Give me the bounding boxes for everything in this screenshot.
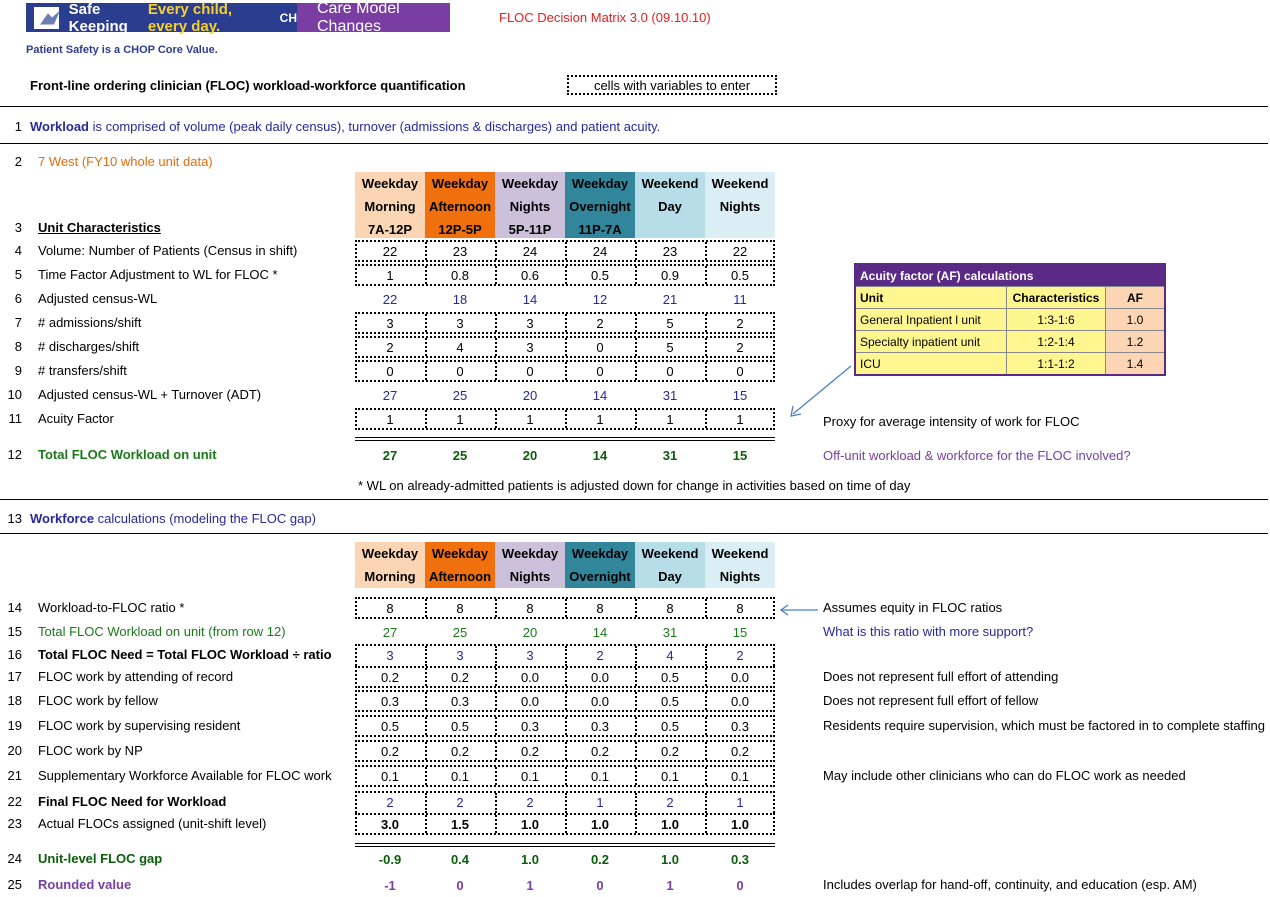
value-cell: 2 <box>526 795 534 810</box>
value-cell[interactable]: 5 <box>666 340 674 355</box>
value-cell[interactable]: 0.2 <box>450 744 470 759</box>
row-label: Total FLOC Need = Total FLOC Workload ÷ ratio <box>38 647 332 662</box>
shift-header <box>705 542 775 588</box>
value-cell: 25 <box>452 625 468 640</box>
row-label: Total FLOC Workload on unit (from row 12) <box>38 624 286 639</box>
workforce-desc: calculations (modeling the FLOC gap) <box>94 511 316 526</box>
row-number: 1 <box>14 119 22 134</box>
row-number: 14 <box>7 600 22 615</box>
value-cell[interactable]: 3.0 <box>380 817 400 832</box>
value-cell[interactable]: 3 <box>526 316 534 331</box>
header-line: Nights <box>719 199 761 214</box>
header-line: Weekend <box>711 546 769 561</box>
row-label: # admissions/shift <box>38 315 142 330</box>
value-cell[interactable]: 0.5 <box>590 268 610 283</box>
value-cell: 14 <box>592 448 608 463</box>
value-cell[interactable]: 3 <box>386 316 394 331</box>
af-cell: Specialty inpatient unit <box>855 331 1007 353</box>
value-cell[interactable]: 1.0 <box>520 817 540 832</box>
workload-label: Workload <box>30 119 89 134</box>
left-arrow-icon <box>778 603 820 617</box>
value-cell[interactable]: 1.0 <box>590 817 610 832</box>
value-cell[interactable]: 0.3 <box>590 719 610 734</box>
row-label: FLOC work by attending of record <box>38 669 234 684</box>
row-number: 10 <box>7 387 22 402</box>
value-cell: 25 <box>452 388 468 403</box>
row-number: 24 <box>7 851 22 866</box>
header-line: Weekday <box>361 176 419 191</box>
value-cell[interactable]: 0.5 <box>380 719 400 734</box>
value-cell[interactable]: 0.5 <box>660 694 680 709</box>
header-line: Day <box>658 199 682 214</box>
note-acuity: Proxy for average intensity of work for FLOC <box>823 414 1080 429</box>
chop-logo: CH <box>279 10 297 25</box>
row-number: 6 <box>14 291 22 306</box>
value-cell[interactable]: 23 <box>662 244 678 259</box>
af-cell: 1.4 <box>1106 353 1166 376</box>
header-line: Morning <box>364 569 416 584</box>
unit-name: 7 West (FY10 whole unit data) <box>38 154 213 169</box>
value-cell[interactable]: 22 <box>732 244 748 259</box>
value-cell: 0 <box>456 878 464 893</box>
value-cell[interactable]: 0.0 <box>730 670 750 685</box>
value-cell[interactable]: 0 <box>386 364 394 379</box>
mountain-logo-icon <box>34 7 59 29</box>
value-cell[interactable]: 0.2 <box>450 670 470 685</box>
value-cell: 0.4 <box>450 852 470 867</box>
row-label: Adjusted census-WL <box>38 291 158 306</box>
af-cell: 1:1-1:2 <box>1007 353 1106 376</box>
value-cell: 1.0 <box>660 852 680 867</box>
row-number: 2 <box>14 154 22 169</box>
row-label: Total FLOC Workload on unit <box>38 447 217 462</box>
row-number: 20 <box>7 743 22 758</box>
value-cell[interactable]: 0 <box>596 364 604 379</box>
divider <box>0 106 1268 107</box>
shift-header <box>355 542 425 588</box>
row-number: 21 <box>7 768 22 783</box>
value-cell[interactable]: 3 <box>456 316 464 331</box>
header-line: Weekday <box>361 546 419 561</box>
row-number: 18 <box>7 693 22 708</box>
row-note: What is this ratio with more support? <box>823 624 1034 639</box>
row-number: 13 <box>7 511 22 526</box>
value-cell: 14 <box>522 292 538 307</box>
header-line: 7A-12P <box>367 222 413 237</box>
value-cell[interactable]: 0.2 <box>380 744 400 759</box>
value-cell: 2 <box>736 648 744 663</box>
header-line: Morning <box>364 199 416 214</box>
value-cell[interactable]: 0.5 <box>730 268 750 283</box>
value-cell[interactable]: 1 <box>386 268 394 283</box>
value-cell[interactable]: 0.3 <box>380 694 400 709</box>
value-cell: 1.0 <box>520 852 540 867</box>
af-header-characteristics: Characteristics <box>1007 287 1106 309</box>
footnote: * WL on already-admitted patients is adjusted down for change in activities based on time of day <box>358 478 911 493</box>
value-cell[interactable]: 1.5 <box>450 817 470 832</box>
row-number: 4 <box>14 243 22 258</box>
row-number: 3 <box>14 220 22 235</box>
row-number: 7 <box>14 315 22 330</box>
value-cell: 14 <box>592 625 608 640</box>
row-label: Workload-to-FLOC ratio * <box>38 600 185 615</box>
value-cell: 20 <box>522 448 538 463</box>
value-cell[interactable]: 1 <box>736 412 744 427</box>
af-cell: General Inpatient l unit <box>855 309 1007 331</box>
value-cell: 21 <box>662 292 678 307</box>
value-cell[interactable]: 5 <box>666 316 674 331</box>
row-label: Volume: Number of Patients (Census in shift) <box>38 243 298 258</box>
value-cell[interactable]: 0.5 <box>450 719 470 734</box>
header-line: Weekday <box>571 176 629 191</box>
value-cell: 2 <box>596 648 604 663</box>
af-cell: 1.0 <box>1106 309 1166 331</box>
value-cell[interactable]: 24 <box>522 244 538 259</box>
value-cell: 12 <box>592 292 608 307</box>
value-cell: 1 <box>596 795 604 810</box>
row-label: FLOC work by NP <box>38 743 143 758</box>
value-cell[interactable]: 0.3 <box>730 719 750 734</box>
row-number: 22 <box>7 794 22 809</box>
value-cell: 15 <box>732 388 748 403</box>
header-line: Weekday <box>501 546 559 561</box>
row-label: # discharges/shift <box>38 339 140 354</box>
value-cell[interactable]: 0.1 <box>660 769 680 784</box>
value-cell[interactable]: 0.0 <box>520 694 540 709</box>
row-number: 23 <box>7 816 22 831</box>
af-cell: 1.2 <box>1106 331 1166 353</box>
value-cell: 3 <box>386 648 394 663</box>
row-note: Does not represent full effort of attending <box>823 669 1059 684</box>
header-line: 11P-7A <box>578 222 622 237</box>
row-label: Time Factor Adjustment to WL for FLOC * <box>38 267 278 282</box>
note-offunit: Off-unit workload & workforce for the FLOC involved? <box>823 448 1131 463</box>
value-cell[interactable]: 1 <box>596 412 604 427</box>
value-cell[interactable]: 0.0 <box>730 694 750 709</box>
value-cell[interactable]: 2 <box>736 316 744 331</box>
row-number: 12 <box>7 447 22 462</box>
matrix-title: FLOC Decision Matrix 3.0 (09.10.10) <box>499 10 711 25</box>
banner <box>26 0 450 35</box>
value-cell[interactable]: 1 <box>386 412 394 427</box>
header-line: 5P-11P <box>508 222 552 237</box>
value-cell: 31 <box>662 388 678 403</box>
header-line: Overnight <box>569 569 631 584</box>
header-line: Weekday <box>571 546 629 561</box>
value-cell[interactable]: 0 <box>736 364 744 379</box>
legend-box: cells with variables to enter <box>567 75 777 95</box>
af-cell: 1:2-1:4 <box>1007 331 1106 353</box>
header-line: Weekend <box>641 176 699 191</box>
value-cell: 20 <box>522 625 538 640</box>
value-cell[interactable]: 0.8 <box>450 268 470 283</box>
row-number: 5 <box>14 267 22 282</box>
double-rule <box>355 843 775 847</box>
workload-desc: is comprised of volume (peak daily census), turnover (admissions & discharges) and patient acuity. <box>89 119 661 134</box>
value-cell: 0.3 <box>730 852 750 867</box>
value-cell[interactable]: 24 <box>592 244 608 259</box>
value-cell[interactable]: 0.3 <box>450 694 470 709</box>
value-cell[interactable]: 1.0 <box>730 817 750 832</box>
value-cell[interactable]: 0 <box>596 340 604 355</box>
shift-header <box>495 542 565 588</box>
header-line: Nights <box>719 569 761 584</box>
double-rule <box>355 437 775 441</box>
workforce-label: Workforce <box>30 511 95 526</box>
shift-header <box>355 172 425 238</box>
shift-header <box>425 172 495 238</box>
value-cell[interactable]: 23 <box>452 244 468 259</box>
row-number: 16 <box>7 647 22 662</box>
value-cell[interactable]: 0.1 <box>520 769 540 784</box>
value-cell[interactable]: 0.2 <box>660 744 680 759</box>
value-cell: 27 <box>382 448 398 463</box>
value-cell[interactable]: 8 <box>386 601 394 616</box>
header-line: Afternoon <box>428 569 492 584</box>
value-cell[interactable]: 0.1 <box>590 769 610 784</box>
value-cell[interactable]: 0.1 <box>450 769 470 784</box>
value-cell: 0 <box>736 878 744 893</box>
header-line: 12P-5P <box>438 222 482 237</box>
value-cell[interactable]: 1 <box>666 412 674 427</box>
value-cell: 15 <box>732 625 748 640</box>
value-cell[interactable]: 0.2 <box>730 744 750 759</box>
header-line: Overnight <box>569 199 631 214</box>
header-line: Nights <box>509 199 551 214</box>
header-line: Afternoon <box>428 199 492 214</box>
value-cell[interactable]: 0.2 <box>520 744 540 759</box>
banner-tagline: Every child, every day. <box>147 0 233 35</box>
value-cell[interactable]: 4 <box>456 340 464 355</box>
row-label: Supplementary Workforce Available for FLOC work <box>38 768 332 783</box>
shift-header <box>635 542 705 588</box>
shift-header <box>635 172 705 238</box>
row1-text <box>30 119 660 134</box>
value-cell[interactable]: 0.5 <box>660 670 680 685</box>
value-cell[interactable]: 0 <box>526 364 534 379</box>
row-number: 19 <box>7 718 22 733</box>
header-line: Weekend <box>711 176 769 191</box>
row-number: 25 <box>7 877 22 892</box>
value-cell: 15 <box>732 448 748 463</box>
acuity-factor-table <box>854 263 1166 376</box>
row-label: Acuity Factor <box>38 411 114 426</box>
value-cell: 31 <box>662 625 678 640</box>
row-label: Adjusted census-WL + Turnover (ADT) <box>38 387 262 402</box>
row-note: Residents require supervision, which must be factored in to complete staffing <box>823 718 1265 733</box>
value-cell: 25 <box>452 448 468 463</box>
row-note: Includes overlap for hand-off, continuity, and education (esp. AM) <box>823 877 1197 892</box>
shift-header <box>565 542 635 588</box>
value-cell[interactable]: 0.6 <box>520 268 540 283</box>
value-cell: 22 <box>382 292 398 307</box>
value-cell[interactable]: 8 <box>456 601 464 616</box>
shift-header <box>425 542 495 588</box>
header-line: Weekday <box>431 176 489 191</box>
banner-care-model: Care Model Changes <box>297 3 450 32</box>
header-line: Weekday <box>501 176 559 191</box>
row-note: May include other clinicians who can do FLOC work as needed <box>823 768 1186 783</box>
row-number: 8 <box>14 339 22 354</box>
value-cell[interactable]: 1 <box>526 412 534 427</box>
value-cell[interactable]: 0.0 <box>590 670 610 685</box>
value-cell[interactable]: 8 <box>736 601 744 616</box>
value-cell: 1 <box>526 878 534 893</box>
value-cell: 2 <box>666 795 674 810</box>
row-label: Rounded value <box>38 877 132 892</box>
value-cell[interactable]: 0 <box>666 364 674 379</box>
af-cell: ICU <box>855 353 1007 376</box>
row-label: FLOC work by fellow <box>38 693 158 708</box>
value-cell[interactable]: 0.3 <box>520 719 540 734</box>
value-cell[interactable]: 0 <box>456 364 464 379</box>
divider <box>0 533 1268 534</box>
row-label: FLOC work by supervising resident <box>38 718 241 733</box>
row-label: Unit Characteristics <box>38 220 161 235</box>
header-line: Weekday <box>431 546 489 561</box>
safe-keeping-logo <box>26 0 297 35</box>
divider <box>0 499 1268 500</box>
header-line: Nights <box>509 569 551 584</box>
value-cell: 11 <box>733 292 747 307</box>
header-line: Day <box>658 569 682 584</box>
value-cell[interactable]: 0.5 <box>660 719 680 734</box>
value-cell[interactable]: 3 <box>526 340 534 355</box>
row13-text <box>30 511 316 526</box>
shift-header <box>495 172 565 238</box>
af-header-unit: Unit <box>855 287 1007 309</box>
shift-header <box>705 172 775 238</box>
page-heading: Front-line ordering clinician (FLOC) workload-workforce quantification <box>30 78 466 93</box>
value-cell[interactable]: 0.1 <box>730 769 750 784</box>
value-cell[interactable]: 2 <box>596 316 604 331</box>
value-cell: 3 <box>456 648 464 663</box>
value-cell[interactable]: 0.2 <box>380 670 400 685</box>
divider <box>0 143 1268 144</box>
value-cell: 0.2 <box>590 852 610 867</box>
arrow-icon <box>785 362 855 422</box>
value-cell: 14 <box>592 388 608 403</box>
value-cell: 31 <box>662 448 678 463</box>
value-cell: 27 <box>382 388 398 403</box>
row-number: 17 <box>7 669 22 684</box>
value-cell: 2 <box>456 795 464 810</box>
row-number: 11 <box>8 411 22 426</box>
value-cell[interactable]: 8 <box>596 601 604 616</box>
value-cell[interactable]: 1 <box>456 412 464 427</box>
value-cell[interactable]: 0.1 <box>380 769 400 784</box>
value-cell: 20 <box>522 388 538 403</box>
row-note: Does not represent full effort of fellow <box>823 693 1039 708</box>
row-label: Actual FLOCs assigned (unit-shift level) <box>38 816 267 831</box>
row-label: Final FLOC Need for Workload <box>38 794 227 809</box>
value-cell[interactable]: 8 <box>526 601 534 616</box>
value-cell: -0.9 <box>378 852 402 867</box>
value-cell: 1 <box>736 795 744 810</box>
value-cell[interactable]: 1.0 <box>660 817 680 832</box>
value-cell: -1 <box>384 878 396 893</box>
row-note: Assumes equity in FLOC ratios <box>823 600 1003 615</box>
value-cell: 3 <box>526 648 534 663</box>
row-number: 15 <box>7 624 22 639</box>
core-value-text: Patient Safety is a CHOP Core Value. <box>26 44 218 56</box>
row-label: # transfers/shift <box>38 363 127 378</box>
value-cell: 1 <box>666 878 674 893</box>
value-cell: 4 <box>666 648 674 663</box>
row-label: Unit-level FLOC gap <box>38 851 163 866</box>
af-cell: 1:3-1:6 <box>1007 309 1106 331</box>
value-cell[interactable]: 2 <box>736 340 744 355</box>
shift-header <box>565 172 635 238</box>
value-cell: 27 <box>382 625 398 640</box>
value-cell[interactable]: 0.9 <box>660 268 680 283</box>
value-cell: 18 <box>452 292 468 307</box>
value-cell[interactable]: 0.0 <box>520 670 540 685</box>
value-cell[interactable]: 2 <box>386 340 394 355</box>
value-cell[interactable]: 22 <box>382 244 398 259</box>
header-line: Weekend <box>641 546 699 561</box>
value-cell: 0 <box>596 878 604 893</box>
value-cell: 2 <box>386 795 394 810</box>
af-title: Acuity factor (AF) calculations <box>855 264 1165 287</box>
row-number: 9 <box>14 363 22 378</box>
value-cell[interactable]: 0.0 <box>590 694 610 709</box>
value-cell[interactable]: 8 <box>666 601 674 616</box>
banner-safe-text: Safe Keeping <box>68 0 128 35</box>
af-header-af: AF <box>1106 287 1166 309</box>
value-cell[interactable]: 0.2 <box>590 744 610 759</box>
